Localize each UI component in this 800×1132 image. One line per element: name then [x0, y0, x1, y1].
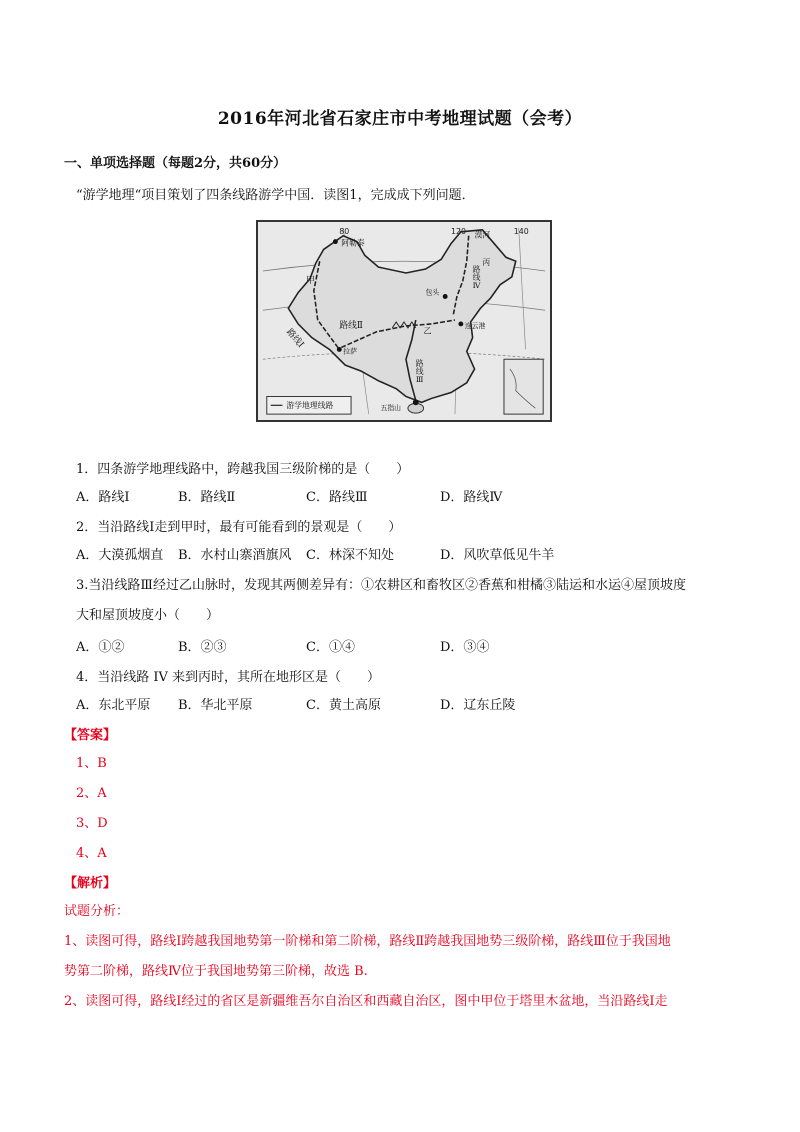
question-1-stem: 1．四条游学地理线路中，跨越我国三级阶梯的是（ ）: [76, 462, 410, 477]
lon-label-80: 80: [339, 226, 350, 236]
answer-1: 1、B: [76, 756, 107, 771]
question-3-stem: 3.当沿线路Ⅲ经过乙山脉时，发现其两侧差异有：①农耕区和畜牧区②香蕉和柑橘③陆运和水运④屋顶坡度: [76, 578, 686, 593]
question-1-option-a: A．路线Ⅰ: [76, 490, 130, 505]
section-heading: 一、单项选择题（每题2分，共60分）: [64, 156, 287, 171]
route-label-4: 路线Ⅳ: [472, 265, 482, 290]
map-legend-text: 游学地理线路: [286, 401, 334, 411]
question-3-stem-continued: 大和屋顶坡度小（ ）: [76, 608, 220, 623]
question-1-option-b: B．路线Ⅱ: [178, 490, 236, 505]
question-4-stem: 4．当沿线路 IV 来到丙时，其所在地形区是（ ）: [76, 670, 381, 685]
question-4-option-b: B．华北平原: [178, 698, 253, 713]
answer-4: 4、A: [76, 846, 107, 861]
page-title: 2016年河北省石家庄市中考地理试题（会考）: [217, 109, 583, 129]
answer-3: 3、D: [76, 816, 108, 831]
analysis-line-3: 2、读图可得，路线Ⅰ经过的省区是新疆维吾尔自治区和西藏自治区，图中甲位于塔里木盆地，当沿路线Ⅰ走: [64, 994, 668, 1009]
place-mohe: 漠河: [474, 230, 491, 240]
question-3-option-b: B．②③: [178, 640, 227, 655]
question-2-option-a: A．大漠孤烟直: [76, 548, 164, 563]
question-2-option-b: B．水村山寨酒旗风: [178, 548, 292, 563]
question-1-option-d: D．路线Ⅳ: [440, 490, 503, 505]
marker-bing: 丙: [482, 258, 491, 268]
question-2-option-d: D．风吹草低见牛羊: [440, 548, 555, 563]
route-label-3: 路线Ⅲ: [415, 359, 425, 384]
question-3-option-c: C．①④: [306, 640, 355, 655]
question-3-option-d: D．③④: [440, 640, 490, 655]
route-label-1: 路线Ⅰ: [284, 327, 306, 350]
analysis-line-2: 势第二阶梯，路线Ⅳ位于我国地势第三阶梯，故选 B.: [64, 964, 368, 979]
analysis-line-1: 1、读图可得，路线Ⅰ跨越我国地势第一阶梯和第二阶梯，路线Ⅱ跨越我国地势三级阶梯，路线Ⅲ位于我国地: [64, 934, 671, 949]
china-route-map: [256, 220, 552, 422]
place-lhasa: 拉萨: [343, 347, 357, 356]
place-altay: 阿勒泰: [341, 238, 365, 248]
question-3-option-a: A．①②: [76, 640, 125, 655]
place-wuzhishan: 五指山: [380, 404, 402, 413]
analysis-heading: 【解析】: [64, 876, 117, 891]
question-4-option-a: A．东北平原: [76, 698, 151, 713]
question-2-option-c: C．林深不知处: [306, 548, 394, 563]
question-4-option-c: C．黄土高原: [306, 698, 381, 713]
place-baotou: 包头: [425, 288, 440, 297]
question-1-option-c: C．路线Ⅲ: [306, 490, 368, 505]
intro-text: “游学地理“项目策划了四条线路游学中国．读图1，完成成下列问题．: [76, 188, 475, 203]
lon-label-140: 140: [513, 226, 529, 236]
analysis-subheading: 试题分析：: [64, 904, 130, 919]
lon-label-120: 120: [451, 226, 467, 236]
place-lianyungang: 连云港: [464, 321, 486, 330]
question-4-option-d: D．辽东丘陵: [440, 698, 516, 713]
marker-jia: 甲: [305, 275, 315, 286]
question-2-stem: 2．当沿路线Ⅰ走到甲时，最有可能看到的景观是（ ）: [76, 520, 402, 535]
answer-2: 2、A: [76, 786, 107, 801]
route-label-2: 路线Ⅱ: [339, 320, 363, 331]
answer-heading: 【答案】: [64, 728, 117, 743]
marker-yi: 乙: [423, 326, 432, 336]
